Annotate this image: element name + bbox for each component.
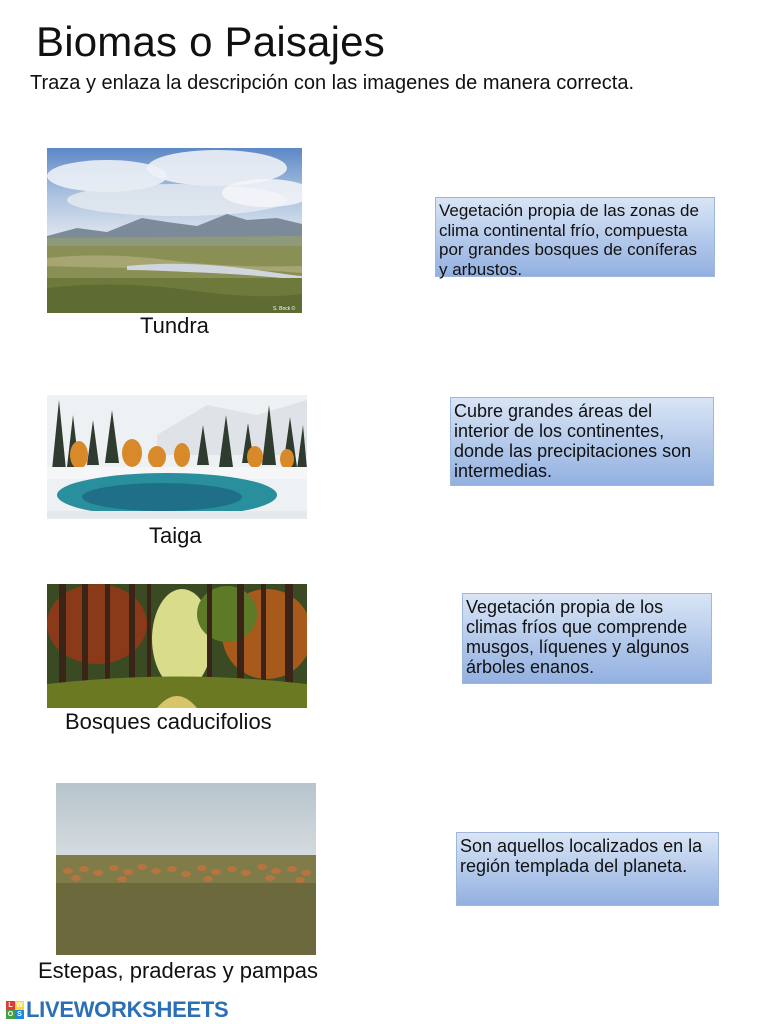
deciduous-forest-image [47,584,307,708]
description-box-3[interactable] [462,593,712,684]
caption-estepas: Estepas, praderas y pampas [38,958,319,983]
instruction-text: Traza y enlaza la descripción con las imagenes de manera correcta. [30,72,635,94]
description-text: Cubre grandes áreas del interior de los continentes, donde las precipitaciones son intermedias. [454,401,692,481]
page-title: Biomas o Paisajes [36,18,385,65]
caption-tundra: Tundra [140,313,209,338]
steppe-antelopes-image [56,783,316,955]
description-text: Vegetación propia de las zonas de clima continental frío, compuesta por grandes bosques de coníferas y arbustos. [439,201,699,279]
forest-photo [47,584,307,708]
logo-square-yellow: W [16,1002,23,1009]
description-box-4[interactable] [456,832,719,906]
taiga-photo [47,395,307,519]
caption-bosques: Bosques caducifolios [65,709,272,734]
description-box-1[interactable] [435,197,715,277]
logo-text: LIVEWORKSHEETS [26,997,229,1022]
logo-square-green: O [7,1011,14,1018]
description-text: Son aquellos localizados en la región templada del planeta. [460,836,703,876]
description-box-2[interactable] [450,397,714,486]
photo-credit: S. Bock © [273,306,296,312]
caption-taiga: Taiga [149,523,202,548]
liveworksheets-logo[interactable] [6,997,228,1023]
description-text: Vegetación propia de los climas fríos que comprende musgos, líquenes y algunos árboles enanos. [466,597,690,677]
logo-square-red: L [6,1001,15,1010]
logo-square-blue: S [15,1010,24,1019]
tundra-photo [47,148,302,313]
taiga-lake-image [47,395,307,519]
steppe-photo [56,783,316,955]
tundra-landscape-image [47,148,302,313]
logo-mark-icon [6,1001,24,1019]
